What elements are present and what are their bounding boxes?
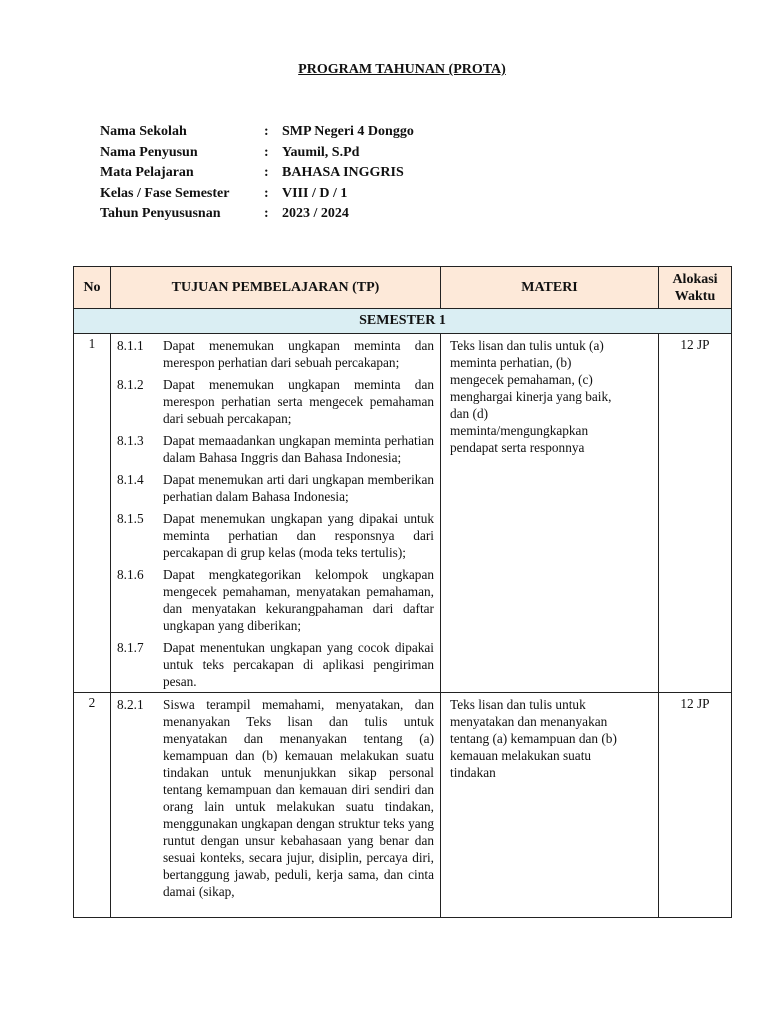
info-label: Mata Pelajaran xyxy=(100,165,194,181)
materi-line: pendapat serta responnya xyxy=(450,440,585,455)
tp-text: Dapat menemukan arti dari ungkapan memberikan perhatian dalam Bahasa Indonesia; xyxy=(163,472,434,504)
tp-text: Siswa terampil memahami, menyatakan, dan menanyakan Teks lisan dan tulis untuk menyatakan dan menanyakan tentang (a) kemampuan dan (b) kemauan melakukan suatu tindakan untuk menunjukkan sikap personal tentang kemampuan dan kemauan diri sendiri dan orang lain untuk melakukan suatu tindakan, menggunakan ungkapan dengan struktur teks yang runtut dengan unsur kebahasaan yang benar dan sesuai konteks, secara jujur, disiplin, percaya diri, bertanggung jawab, peduli, kerja sama, dan cinta damai (sikap, xyxy=(163,697,434,899)
tp-item xyxy=(117,471,434,505)
semester-label: SEMESTER 1 xyxy=(74,309,732,334)
materi-line: meminta perhatian, (b) xyxy=(450,355,572,370)
info-value: VIII / D / 1 xyxy=(282,185,348,201)
tp-text: Dapat mengkategorikan kelompok ungkapan mengecek pemahaman, menyatakan pemahaman, dan menyatakan kekurangpahaman dari daftar ungkapan yang diberikan; xyxy=(163,567,434,633)
info-colon: : xyxy=(264,124,269,139)
tp-text: Dapat menemukan ungkapan meminta dan merespon perhatian serta mengecek pemahaman dari sebuah percakapan; xyxy=(163,377,434,426)
tp-item xyxy=(117,337,434,371)
info-label: Kelas / Fase Semester xyxy=(100,185,230,201)
header-no: No xyxy=(74,267,111,309)
materi-line: tindakan xyxy=(450,765,496,780)
tp-code: 8.1.7 xyxy=(117,640,144,655)
tp-item xyxy=(117,639,434,690)
tp-item xyxy=(117,510,434,561)
alokasi-cell: 12 JP xyxy=(659,693,732,918)
tp-code: 8.2.1 xyxy=(117,697,144,712)
tp-item xyxy=(117,376,434,427)
header-tp: TUJUAN PEMBELAJARAN (TP) xyxy=(111,267,441,309)
info-row-author xyxy=(100,143,414,164)
tp-text: Dapat menentukan ungkapan yang cocok dipakai untuk teks percakapan di aplikasi pengiriman pesan. xyxy=(163,640,434,689)
tp-code: 8.1.1 xyxy=(117,338,144,353)
tp-clip xyxy=(117,696,434,912)
tp-item xyxy=(117,566,434,634)
info-value: 2023 / 2024 xyxy=(282,206,349,222)
semester-row xyxy=(74,309,732,334)
info-value: BAHASA INGGRIS xyxy=(282,165,404,181)
materi-line: Teks lisan dan tulis untuk xyxy=(450,697,586,712)
info-row-subject xyxy=(100,163,414,184)
tp-item xyxy=(117,432,434,466)
table-header-row xyxy=(74,267,732,309)
materi-line: Teks lisan dan tulis untuk (a) xyxy=(450,338,604,353)
info-row-year xyxy=(100,204,414,225)
alokasi-cell: 12 JP xyxy=(659,334,732,693)
header-materi: MATERI xyxy=(441,267,659,309)
table-row xyxy=(74,334,732,693)
info-label: Nama Penyusun xyxy=(100,144,198,160)
tp-code: 8.1.3 xyxy=(117,433,144,448)
document-title: PROGRAM TAHUNAN (PROTA) xyxy=(298,62,506,77)
tp-item xyxy=(117,696,434,900)
info-value: SMP Negeri 4 Donggo xyxy=(282,124,414,139)
row-number: 2 xyxy=(74,693,111,918)
materi-line: mengecek pemahaman, (c) xyxy=(450,372,593,387)
materi-line: kemauan melakukan suatu xyxy=(450,748,592,763)
info-value: Yaumil, S.Pd xyxy=(282,144,360,160)
tp-cell xyxy=(111,334,441,693)
header-alokasi-line1: Alokasi xyxy=(672,271,718,287)
materi-line: meminta/mengungkapkan xyxy=(450,423,589,438)
materi-line: menyatakan dan menanyakan xyxy=(450,714,608,729)
materi-cell xyxy=(441,334,659,693)
materi-cell xyxy=(441,693,659,918)
row-number: 1 xyxy=(74,334,111,693)
info-row-class xyxy=(100,184,414,205)
info-colon: : xyxy=(264,185,269,201)
tp-code: 8.1.6 xyxy=(117,567,144,582)
tp-code: 8.1.2 xyxy=(117,377,144,392)
tp-code: 8.1.5 xyxy=(117,511,144,526)
tp-text: Dapat memaadankan ungkapan meminta perhatian dalam Bahasa Inggris dan Bahasa Indonesia; xyxy=(163,433,434,465)
header-alokasi xyxy=(659,267,732,309)
materi-line: dan (d) xyxy=(450,406,489,421)
tp-code: 8.1.4 xyxy=(117,472,144,487)
info-label: Nama Sekolah xyxy=(100,124,187,139)
info-colon: : xyxy=(264,165,269,181)
tp-cell xyxy=(111,693,441,918)
prota-table xyxy=(73,266,732,918)
table-row xyxy=(74,693,732,918)
identity-block xyxy=(100,122,414,225)
tp-text: Dapat menemukan ungkapan meminta dan merespon perhatian dari sebuah percakapan; xyxy=(163,338,434,370)
materi-line: tentang (a) kemampuan dan (b) xyxy=(450,731,617,746)
info-row-school xyxy=(100,122,414,143)
info-colon: : xyxy=(264,206,269,222)
header-alokasi-line2: Waktu xyxy=(674,288,716,304)
materi-line: menghargai kinerja yang baik, xyxy=(450,389,612,404)
tp-text: Dapat menemukan ungkapan yang dipakai untuk meminta perhatian dan responsnya dari percakapan di grup kelas (moda teks tertulis); xyxy=(163,511,434,560)
info-label: Tahun Penyususnan xyxy=(100,206,221,222)
info-colon: : xyxy=(264,144,269,160)
